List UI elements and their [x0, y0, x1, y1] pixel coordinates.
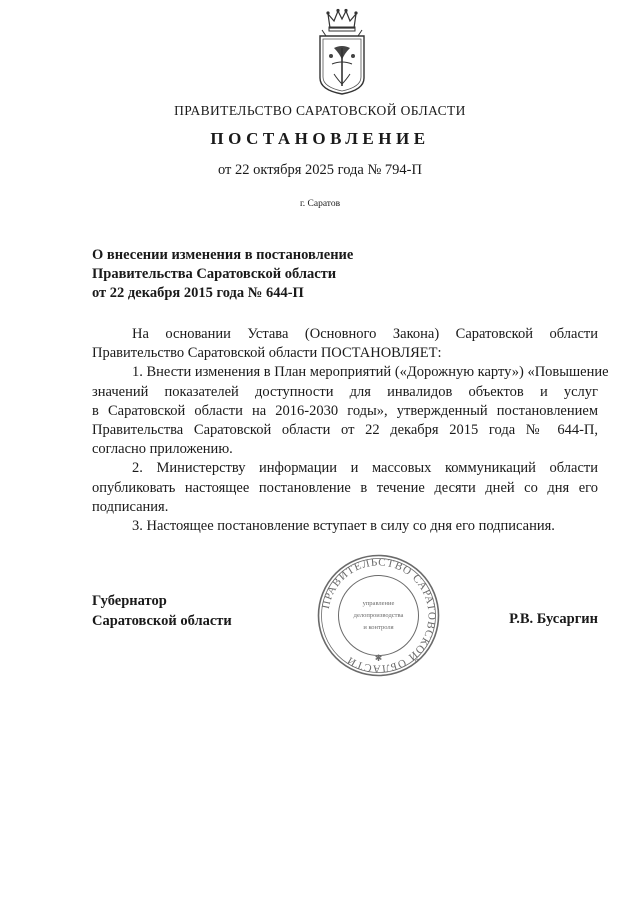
document-city: г. Саратов [299, 199, 341, 209]
signer-title [92, 591, 232, 631]
seal-star-icon: ✱ [374, 654, 383, 664]
preamble-paragraph [92, 325, 598, 363]
body-line: согласно приложению. [92, 441, 233, 458]
seal-inner-line: и контроля [363, 624, 394, 631]
body-line: Правительства Саратовской области от 22 декабря 2015 года № 644-П, [92, 422, 598, 439]
document-type: ПОСТАНОВЛЕНИЕ [210, 129, 430, 148]
signer-name: Р.В. Бусаргин [509, 611, 598, 627]
body-line: подписания. [92, 498, 169, 515]
body-line: 1. Внести изменения в План мероприятий («Дорожную карту») «Повышение [132, 364, 609, 381]
seal-inner-line: делопроизводства [353, 612, 404, 619]
signer-title-line: Губернатор [92, 593, 167, 609]
item-2-paragraph [92, 459, 598, 517]
coat-of-arms-icon [316, 8, 368, 96]
body-line: в Саратовской области на 2016-2030 годы», утвержденный постановлением [92, 402, 598, 419]
subject-line: от 22 декабря 2015 года № 644-П [92, 285, 304, 301]
body-line: Правительство Саратовской области ПОСТАНОВЛЯЕТ: [92, 345, 442, 362]
item-1-paragraph [92, 363, 609, 459]
official-seal [316, 553, 441, 678]
document-subject [92, 246, 353, 303]
body-line: опубликовать настоящее постановление в течение десяти дней со дня его [92, 479, 598, 496]
item-3-paragraph [92, 517, 598, 536]
document-body [92, 325, 609, 536]
subject-line: Правительства Саратовской области [92, 266, 337, 282]
body-line: значений показателей доступности для инвалидов объектов и услуг [92, 383, 598, 400]
body-line: На основании Устава (Основного Закона) Саратовской области [132, 326, 598, 342]
seal-inner-line: управление [362, 600, 395, 607]
subject-line: О внесении изменения в постановление [92, 247, 354, 263]
government-title: ПРАВИТЕЛЬСТВО САРАТОВСКОЙ ОБЛАСТИ [174, 103, 466, 118]
signer-title-line: Саратовской области [92, 613, 232, 629]
body-line: 2. Министерству информации и массовых коммуникаций области [132, 460, 598, 477]
seal-outer-text: ПРАВИТЕЛЬСТВО САРАТОВСКОЙ ОБЛАСТИ [319, 556, 438, 675]
document-date-number: от 22 октября 2025 года № 794-П [218, 162, 422, 178]
body-line: 3. Настоящее постановление вступает в силу со дня его подписания. [132, 518, 555, 535]
